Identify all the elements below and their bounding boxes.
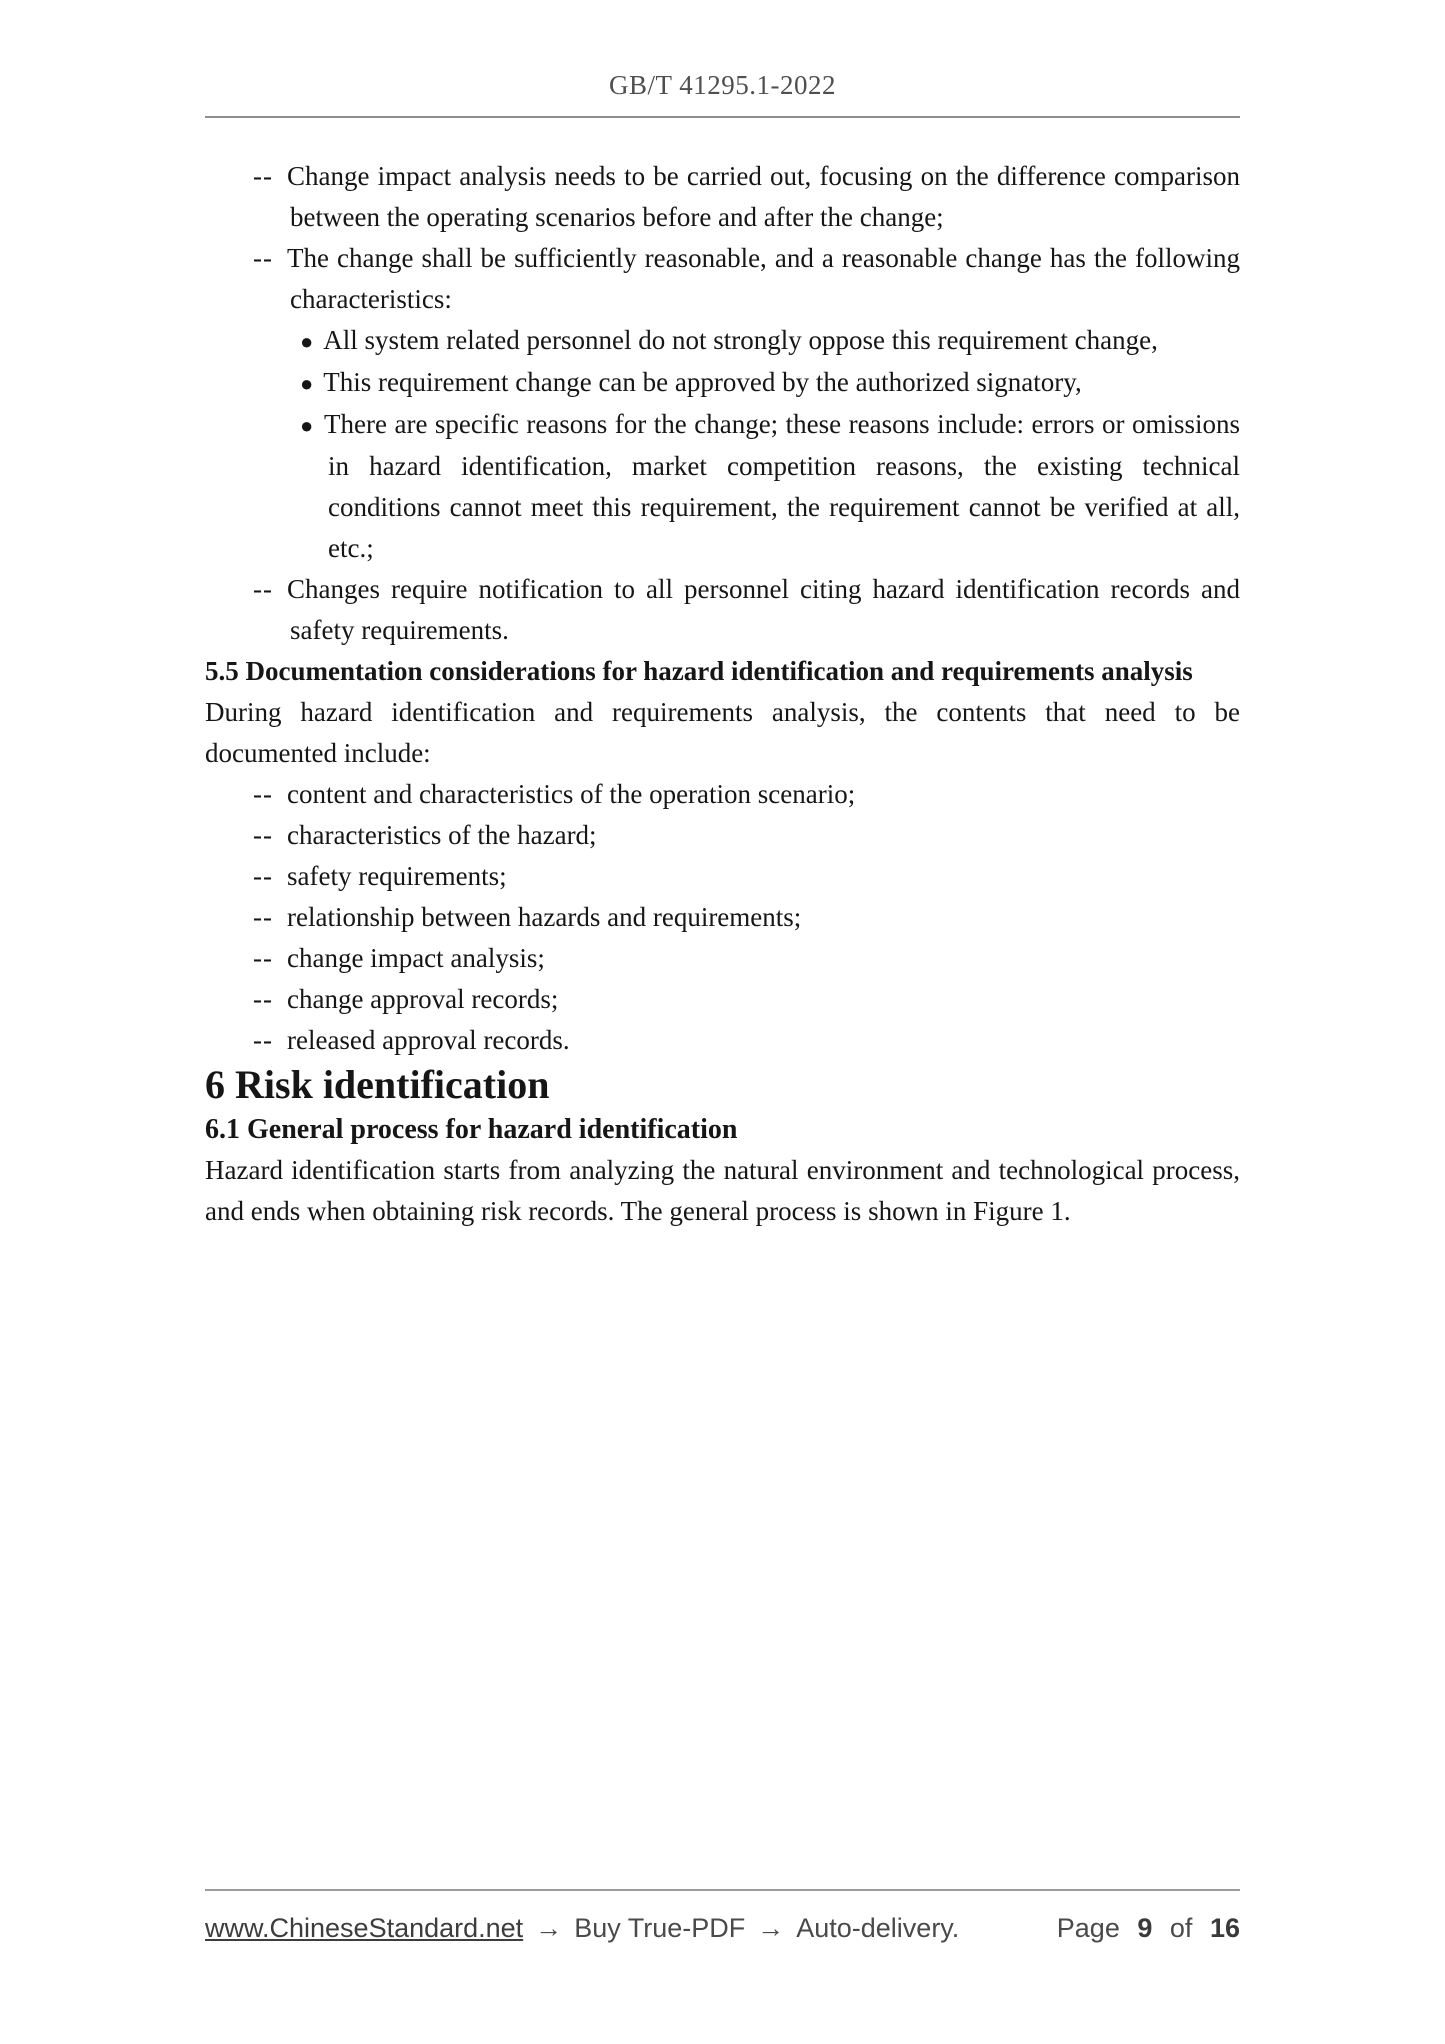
dash-marker: -- — [253, 984, 273, 1014]
dash-item — [205, 238, 1240, 320]
arrow-icon: → — [535, 1913, 563, 1943]
dash-list-item — [205, 1020, 1240, 1061]
footer-promo — [205, 1913, 959, 1944]
dash-list-item — [205, 815, 1240, 856]
bullet-item — [205, 362, 1240, 404]
page-header-title: GB/T 41295.1-2022 — [608, 70, 836, 100]
dash-item-text: Change impact analysis needs to be carried out, focusing on the difference comparison between the operating scenarios before and after the change; — [286, 161, 1240, 232]
dash-marker: -- — [253, 861, 273, 891]
dash-marker: -- — [253, 902, 273, 932]
document-body — [205, 156, 1240, 1232]
dash-item-text: safety requirements; — [286, 861, 507, 891]
page-total: 16 — [1209, 1913, 1240, 1943]
bullet-item-text: All system related personnel do not strongly oppose this requirement change, — [323, 325, 1158, 355]
bullet-item — [205, 320, 1240, 362]
footer-link[interactable]: www.ChineseStandard.net — [205, 1913, 524, 1943]
chapter-heading-6: 6 Risk identification — [205, 1062, 550, 1107]
paragraph: During hazard identification and requirements analysis, the contents that need to be documented include: — [205, 697, 1240, 768]
dash-item-text: relationship between hazards and requirements; — [286, 902, 802, 932]
dash-marker: -- — [253, 779, 273, 809]
dash-item — [205, 156, 1240, 238]
bullet-item-text: There are specific reasons for the change; these reasons include: errors or omissions in hazard identification, market competition reasons, the existing technical conditions cannot meet this requirement, the requirement cannot be verified at all, etc.; — [324, 409, 1240, 563]
dash-item-text: characteristics of the hazard; — [286, 820, 597, 850]
footer-delivery-text: Auto-delivery. — [796, 1913, 960, 1943]
page-number: 9 — [1137, 1913, 1153, 1943]
section-heading-5-5: 5.5 Documentation considerations for hazard identification and requirements analysis — [205, 656, 1193, 686]
dash-item-text: change approval records; — [286, 984, 559, 1014]
bullet-marker: ● — [300, 413, 315, 438]
dash-marker: -- — [253, 161, 273, 191]
dash-marker: -- — [253, 1025, 273, 1055]
dash-item-text: The change shall be sufficiently reasonable, and a reasonable change has the following characteristics: — [286, 243, 1240, 314]
dash-item — [205, 569, 1240, 651]
dash-marker: -- — [253, 820, 273, 850]
dash-item-text: change impact analysis; — [286, 943, 545, 973]
dash-list-item — [205, 938, 1240, 979]
dash-marker: -- — [253, 943, 273, 973]
bullet-marker: ● — [300, 329, 314, 354]
bullet-marker: ● — [300, 371, 314, 396]
dash-list-item — [205, 979, 1240, 1020]
page-label: Page — [1056, 1913, 1120, 1943]
arrow-icon: → — [757, 1913, 785, 1943]
of-label: of — [1169, 1913, 1193, 1943]
paragraph: Hazard identification starts from analyzing the natural environment and technological process, and ends when obtaining risk records. The general process is shown in Figure 1. — [205, 1155, 1240, 1226]
footer-buy-text: Buy True-PDF — [574, 1913, 746, 1943]
dash-marker: -- — [253, 243, 273, 273]
dash-list-item — [205, 897, 1240, 938]
page-footer — [205, 1889, 1240, 1944]
dash-list-item — [205, 774, 1240, 815]
dash-item-text: Changes require notification to all personnel citing hazard identification records and safety requirements. — [286, 574, 1240, 645]
bullet-item-text: This requirement change can be approved by the authorized signatory, — [323, 367, 1082, 397]
page-indicator — [1047, 1913, 1240, 1944]
dash-item-text: content and characteristics of the operation scenario; — [286, 779, 856, 809]
dash-list-item — [205, 856, 1240, 897]
header-rule — [205, 116, 1240, 118]
dash-item-text: released approval records. — [286, 1025, 570, 1055]
dash-marker: -- — [253, 574, 273, 604]
bullet-item — [205, 404, 1240, 569]
subsection-heading-6-1: 6.1 General process for hazard identification — [205, 1114, 738, 1145]
